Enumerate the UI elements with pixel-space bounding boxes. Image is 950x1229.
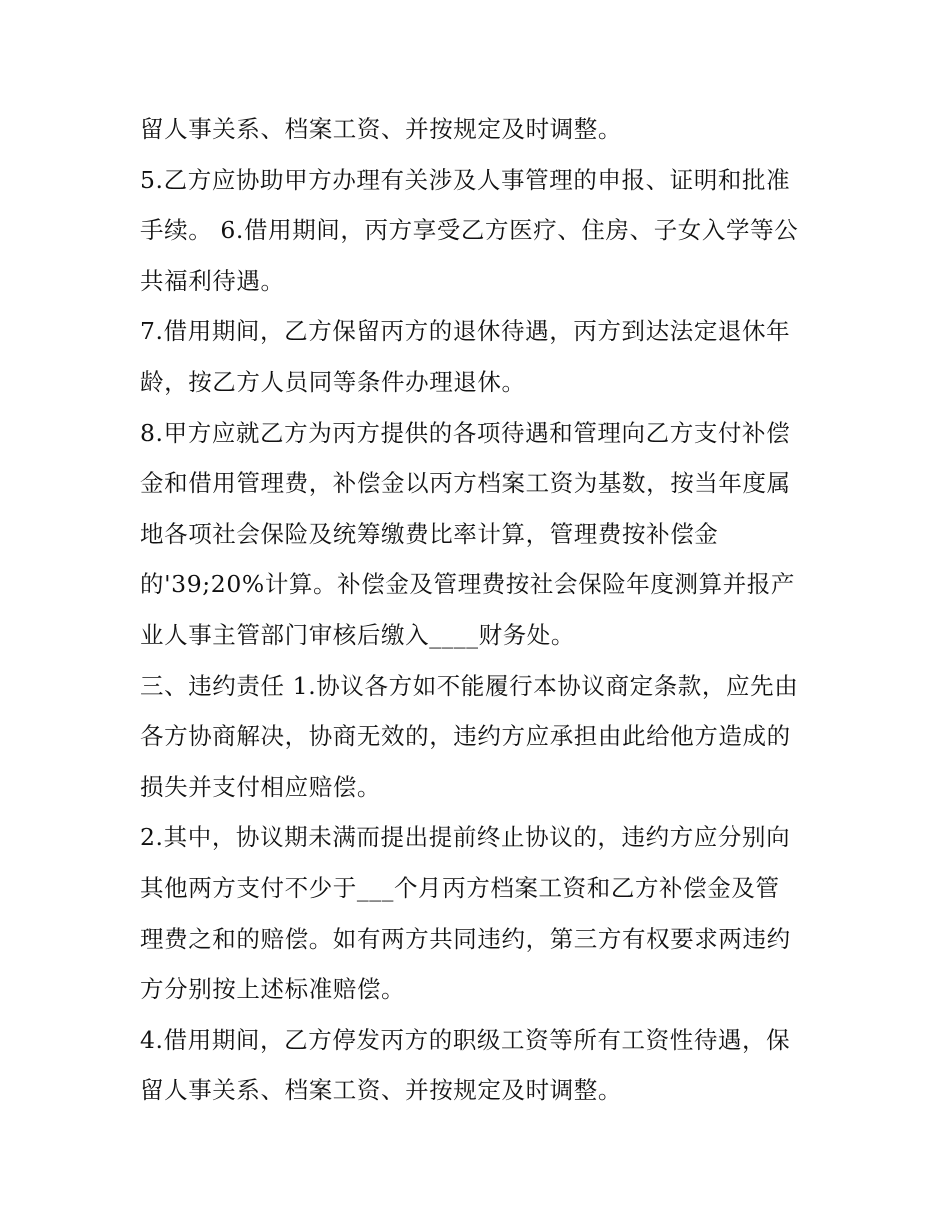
text-line-13: 各方协商解决，协商无效的，违约方应承担由此给他方造成的	[140, 722, 791, 751]
text-line-9: 地各项社会保险及统筹缴费比率计算，管理费按补偿金	[140, 519, 719, 548]
text-line-12: 三、违约责任 1.协议各方如不能履行本协议商定条款，应先由	[140, 671, 799, 700]
text-line-2: 5.乙方应协助甲方办理有关涉及人事管理的申报、证明和批准	[140, 165, 791, 194]
text-line-20: 留人事关系、档案工资、并按规定及时调整。	[140, 1076, 622, 1105]
text-line-11: 业人事主管部门审核后缴入____财务处。	[140, 620, 575, 649]
text-line-15: 2.其中，协议期未满而提出提前终止协议的，违约方应分别向	[140, 823, 791, 852]
text-line-16: 其他两方支付不少于___个月丙方档案工资和乙方补偿金及管	[140, 873, 780, 902]
text-line-14: 损失并支付相应赔偿。	[140, 772, 381, 801]
text-line-8: 金和借用管理费，补偿金以丙方档案工资为基数，按当年度属	[140, 469, 791, 498]
text-line-18: 方分别按上述标准赔偿。	[140, 975, 406, 1004]
document-body	[140, 104, 830, 1116]
text-line-7: 8.甲方应就乙方为丙方提供的各项待遇和管理向乙方支付补偿	[140, 418, 791, 447]
text-line-17: 理费之和的赔偿。如有两方共同违约，第三方有权要求两违约	[140, 924, 791, 953]
text-line-5: 7.借用期间，乙方保留丙方的退休待遇，丙方到达法定退休年	[140, 317, 791, 346]
text-line-1: 留人事关系、档案工资、并按规定及时调整。	[140, 115, 622, 143]
text-line-4: 共福利待遇。	[140, 266, 285, 295]
text-line-3: 手续。 6.借用期间，丙方享受乙方医疗、住房、子女入学等公	[140, 216, 799, 245]
text-line-19: 4.借用期间，乙方停发丙方的职级工资等所有工资性待遇，保	[140, 1025, 791, 1054]
text-line-6: 龄，按乙方人员同等条件办理退休。	[140, 367, 526, 396]
text-line-10: 的'39;20%计算。补偿金及管理费按社会保险年度测算并报产	[140, 570, 796, 599]
